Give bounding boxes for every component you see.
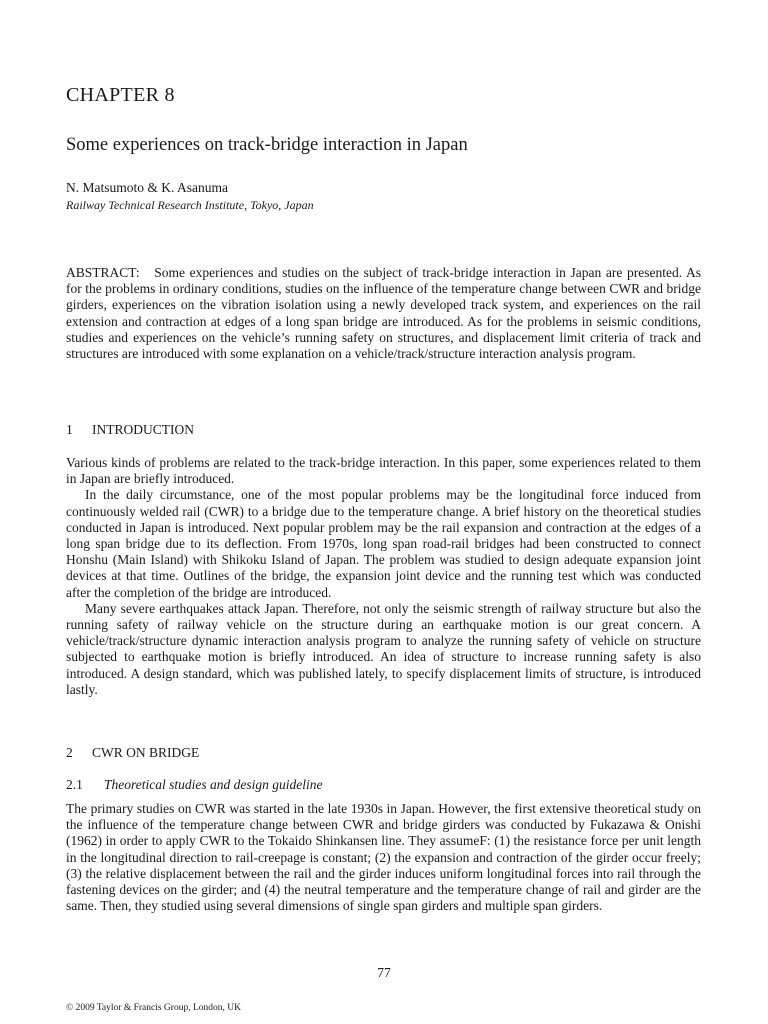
section-title: CWR ON BRIDGE: [92, 745, 200, 760]
cwr-body: [66, 801, 701, 914]
section-title: INTRODUCTION: [92, 422, 194, 437]
introduction-body: [66, 455, 701, 698]
paragraph: The primary studies on CWR was started in the late 1930s in Japan. However, the first extensive theoretical study on the influence of the temperature change between CWR and bridge girders was conducted by Fukazawa & Onishi (1962) in order to apply CWR to the Tokaido Shinkansen line. They assumeF: (1) the resistance force per unit length in the longitudinal direction to rail-creepage is constant; (2) the expansion and contraction of the girder occur freely; (3) the relative displacement between the rail and the girder induces uniform longitudinal forces into rail through the fastening devices on the girder; and (4) the neutral temperature and the temperature change of rail and girder are the same. Then, they studied using several dimensions of single span girders and multiple span girders.: [66, 801, 701, 914]
section-number: 1: [66, 422, 73, 437]
paragraph: Various kinds of problems are related to the track-bridge interaction. In this paper, some experiences related to them in Japan are briefly introduced.: [66, 455, 701, 487]
subsection-heading: [66, 777, 322, 793]
section-heading-introduction: [66, 422, 194, 438]
subsection-title: Theoretical studies and design guideline: [104, 777, 323, 792]
affiliation: Railway Technical Research Institute, Tokyo, Japan: [66, 198, 314, 212]
subsection-number: 2.1: [66, 777, 83, 792]
page-number: 77: [377, 965, 391, 980]
chapter-label: CHAPTER 8: [66, 84, 175, 106]
abstract: [66, 265, 701, 362]
section-heading-cwr-on-bridge: [66, 745, 199, 761]
authors: N. Matsumoto & K. Asanuma: [66, 180, 228, 195]
chapter-title: Some experiences on track-bridge interaction in Japan: [66, 135, 468, 155]
paragraph: Many severe earthquakes attack Japan. Therefore, not only the seismic strength of railway structure but also the running safety of railway vehicle on the structure during an earthquake motion is our great concern. A vehicle/track/structure dynamic interaction analysis program to analyze the running safety of vehicle on structure subjected to earthquake motion is briefly introduced. An idea of structure to increase running safety is also introduced. A design standard, which was published lately, to specify displacement limits of structure, is introduced lastly.: [66, 600, 701, 697]
section-number: 2: [66, 745, 73, 760]
copyright-notice: © 2009 Taylor & Francis Group, London, UK: [66, 1003, 241, 1013]
abstract-label: ABSTRACT:: [66, 265, 140, 280]
abstract-text: Some experiences and studies on the subject of track-bridge interaction in Japan are presented. As for the problems in ordinary conditions, studies on the influence of the temperature change between CWR and bridge girders, experiences on the vibration isolation using a newly developed track system, and experiences on the rail extension and contraction at edges of a long span bridge are introduced. As for the problems in seismic conditions, studies and experiences on the vehicle’s running safety on structures, and displacement limit criteria of track and structures are introduced with some explanation on a vehicle/track/structure interaction analysis program.: [66, 265, 702, 362]
paragraph: In the daily circumstance, one of the most popular problems may be the longitudinal force induced from continuously welded rail (CWR) to a bridge due to the temperature change. A brief history on the theoretical studies conducted in Japan is introduced. Next popular problem may be the rail expansion and contraction at the edges of a long span bridge due to its deflection. From 1970s, long span road-rail bridges had been constructed to connect Honshu (Main Island) with Shikoku Island of Japan. The problem was studied to design adequate expansion joint devices at that time. Outlines of the bridge, the expansion joint device and the running test which was conducted after the completion of the bridge are introduced.: [66, 487, 701, 600]
